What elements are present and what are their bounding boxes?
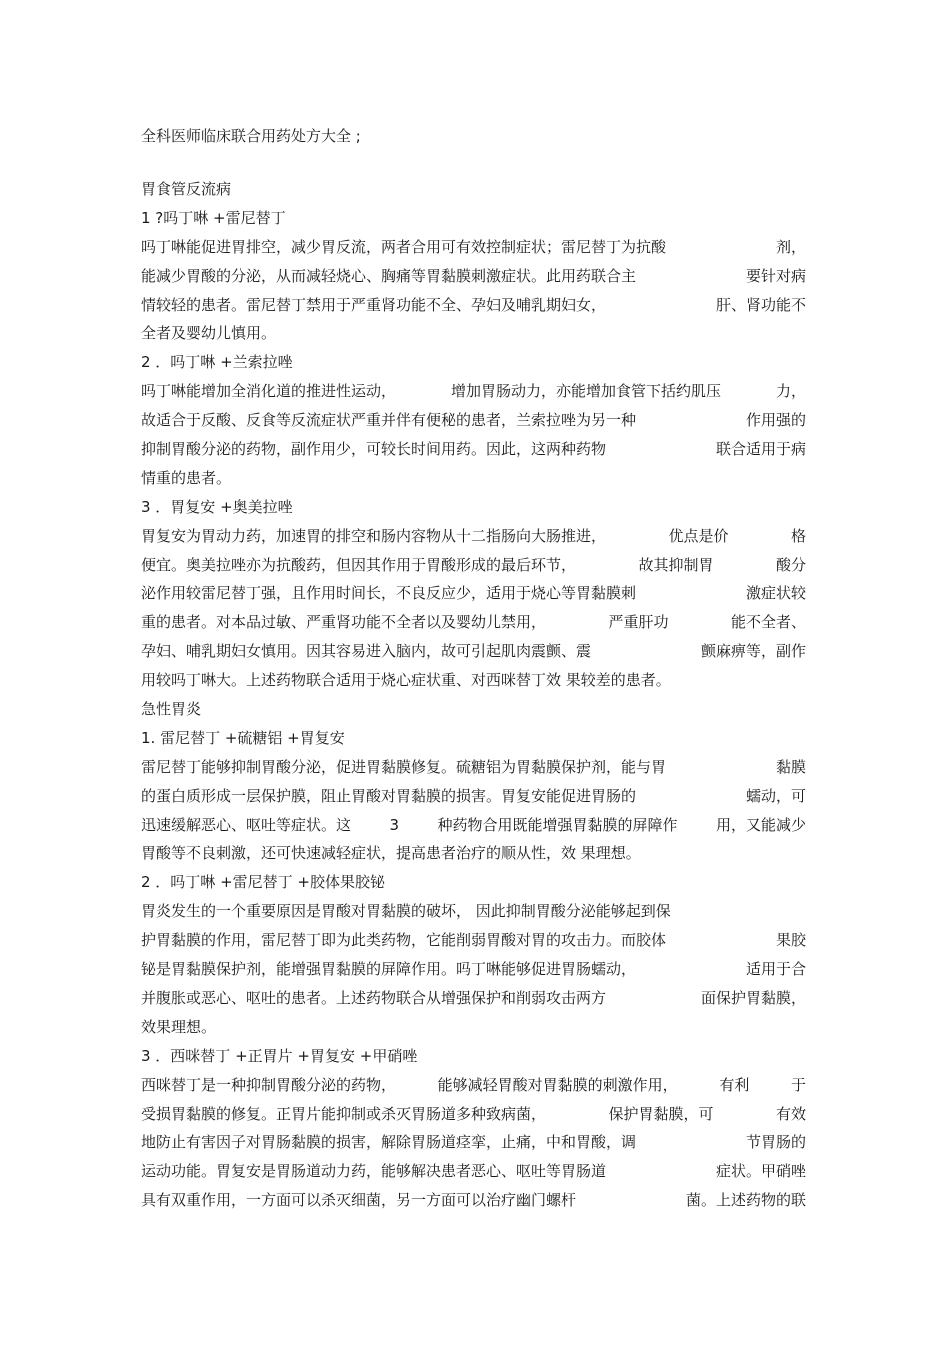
text-line: 用较吗丁啉大。上述药物联合适用于烧心症状重、对西咪替丁效 果较差的患者。	[141, 671, 671, 690]
text-line: 情重的患者。	[141, 468, 232, 487]
text-segment: 情较轻的患者。雷尼替丁禁用于严重肾功能不全、孕妇及哺乳期妇女，	[141, 295, 607, 314]
text-segment: 运动功能。胃复安是胃肠道动力药，能够解决患者恶心、呕吐等胃肠道	[141, 1162, 607, 1181]
text-segment: 保护胃黏膜，可	[608, 1104, 714, 1123]
text-line: 胃酸等不良刺激，还可快速减轻症状，提高患者治疗的顺从性，效 果理想。	[141, 844, 641, 863]
text-segment: 颤麻痹等，副作	[700, 642, 806, 661]
text-segment: 有效	[775, 1104, 806, 1123]
text-segment: 于	[790, 1075, 806, 1094]
text-line: 效果理想。	[141, 1017, 217, 1036]
document-title: 全科医师临床联合用药处方大全 ;	[141, 127, 361, 145]
text-segment: 胃复安为胃动力药，加速胃的排空和肠内容物从十二指肠向大肠推进，	[141, 526, 607, 545]
text-segment: 激症状较	[745, 584, 806, 603]
text-segment: 黏膜	[775, 757, 806, 776]
text-line	[141, 637, 806, 666]
text-segment: 酸分	[775, 555, 806, 574]
text-line	[141, 262, 806, 291]
document-lines	[141, 175, 806, 1215]
text-line	[141, 782, 806, 811]
text-segment: 有利	[719, 1075, 750, 1094]
text-segment: 能够减轻胃酸对胃黏膜的刺激作用，	[437, 1075, 678, 1094]
text-segment: 故其抑制胃	[638, 555, 714, 574]
text-segment: 格	[790, 526, 806, 545]
text-line: 胃食管反流病	[141, 180, 232, 198]
text-line	[141, 1128, 806, 1157]
text-segment: 蠕动，可	[745, 786, 806, 805]
text-line: 3 ．西咪替丁 +正胃片 +胃复安 +甲硝唑	[141, 1046, 418, 1065]
text-segment: 铋是胃黏膜保护剂，能增强胃黏膜的屏障作用。吗丁啉能够促进胃肠蠕动，	[141, 960, 637, 979]
text-segment: 能不全者、	[730, 613, 806, 632]
text-segment: 孕妇、哺乳期妇女慎用。因其容易进入脑内，故可引起肌肉震颤、震	[141, 642, 592, 661]
text-line: 1 ?吗丁啉 +雷尼替丁	[141, 208, 286, 227]
text-segment: 要针对病	[745, 266, 806, 285]
text-segment: 重的患者。对本品过敏、严重肾功能不全者以及婴幼儿禁用，	[141, 613, 547, 632]
text-line: 2 ．吗丁啉 +雷尼替丁 +胶体果胶铋	[141, 873, 385, 892]
text-segment: 3	[389, 815, 400, 834]
text-line	[141, 1071, 806, 1100]
text-line	[141, 984, 806, 1013]
text-segment: 泌作用较雷尼替丁强，且作用时间长，不良反应少，适用于烧心等胃黏膜刺	[141, 584, 637, 603]
text-segment: 症状。甲硝唑	[715, 1162, 806, 1181]
text-segment: 种药物合用既能增强胃黏膜的屏障作	[437, 815, 678, 834]
text-segment: 增加胃肠动力，亦能增加食管下括约肌压	[450, 382, 721, 401]
text-segment: 抑制胃酸分泌的药物，副作用少，可较长时间用药。因此，这两种药物	[141, 440, 607, 459]
text-line	[141, 406, 806, 435]
text-segment: 故适合于反酸、反食等反流症状严重并伴有便秘的患者，兰索拉唑为另一种	[141, 411, 637, 430]
text-line	[141, 291, 806, 320]
text-line: 1. 雷尼替丁 +硫糖铝 +胃复安	[141, 728, 345, 747]
text-line	[141, 1100, 806, 1129]
text-segment: 护胃黏膜的作用，雷尼替丁即为此类药物，它能削弱胃酸对胃的攻击力。而胶体	[141, 931, 667, 950]
text-line	[141, 522, 806, 551]
text-segment: 用，又能减少	[715, 815, 806, 834]
text-line	[141, 811, 806, 840]
text-segment: 西咪替丁是一种抑制胃酸分泌的药物，	[141, 1075, 397, 1094]
text-segment: 雷尼替丁能够抑制胃酸分泌，促进胃黏膜修复。硫糖铝为胃黏膜保护剂，能与胃	[141, 757, 667, 776]
text-line	[141, 435, 806, 464]
text-line	[141, 926, 806, 955]
text-segment: 作用强的	[745, 411, 806, 430]
text-line: 2 ．吗丁啉 +兰索拉唑	[141, 353, 293, 372]
text-line	[141, 551, 806, 580]
text-line	[141, 608, 806, 637]
text-segment: 适用于合	[745, 960, 806, 979]
text-segment: 果胶	[775, 931, 806, 950]
text-segment: 吗丁啉能增加全消化道的推进性运动，	[141, 382, 397, 401]
text-line	[141, 579, 806, 608]
text-line	[141, 233, 806, 262]
document-body	[141, 122, 806, 1215]
text-segment: 严重肝功	[608, 613, 669, 632]
text-segment: 联合适用于病	[715, 440, 806, 459]
text-line	[141, 1157, 806, 1186]
text-segment: 迅速缓解恶心、呕吐等症状。这	[141, 815, 352, 834]
text-segment: 便宜。奥美拉唑亦为抗酸药，但因其作用于胃酸形成的最后环节，	[141, 555, 577, 574]
text-segment: 并腹胀或恶心、呕吐的患者。上述药物联合从增强保护和削弱攻击两方	[141, 988, 607, 1007]
text-segment: 肝、肾功能不	[715, 295, 806, 314]
text-segment: 优点是价	[668, 526, 729, 545]
text-segment: 力，	[775, 382, 806, 401]
text-segment: 菌。上述药物的联	[685, 1191, 806, 1210]
text-line	[141, 377, 806, 406]
text-segment: 节胃肠的	[745, 1133, 806, 1152]
text-line: 急性胃炎	[141, 700, 202, 719]
text-line	[141, 955, 806, 984]
text-line: 全者及婴幼儿慎用。	[141, 324, 277, 343]
text-segment: 能减少胃酸的分泌，从而减轻烧心、胸痛等胃黏膜刺激症状。此用药联合主	[141, 266, 637, 285]
text-line: 胃炎发生的一个重要原因是胃酸对胃黏膜的破坏， 因此抑制胃酸分泌能够起到保	[141, 902, 671, 921]
text-segment: 面保护胃黏膜，	[700, 988, 806, 1007]
text-segment: 剂，	[775, 237, 806, 256]
text-segment: 具有双重作用，一方面可以杀灭细菌，另一方面可以治疗幽门螺杆	[141, 1191, 577, 1210]
text-segment: 的蛋白质形成一层保护膜，阻止胃酸对胃黏膜的损害。胃复安能促进胃肠的	[141, 786, 637, 805]
text-line: 3 ．胃复安 +奥美拉唑	[141, 497, 293, 516]
text-segment: 受损胃黏膜的修复。正胃片能抑制或杀灭胃肠道多种致病菌，	[141, 1104, 547, 1123]
text-line	[141, 1186, 806, 1215]
text-segment: 地防止有害因子对胃肠黏膜的损害，解除胃肠道痉挛，止痛，中和胃酸，调	[141, 1133, 637, 1152]
text-line	[141, 753, 806, 782]
text-segment: 吗丁啉能促进胃排空，减少胃反流，两者合用可有效控制症状；雷尼替丁为抗酸	[141, 237, 667, 256]
